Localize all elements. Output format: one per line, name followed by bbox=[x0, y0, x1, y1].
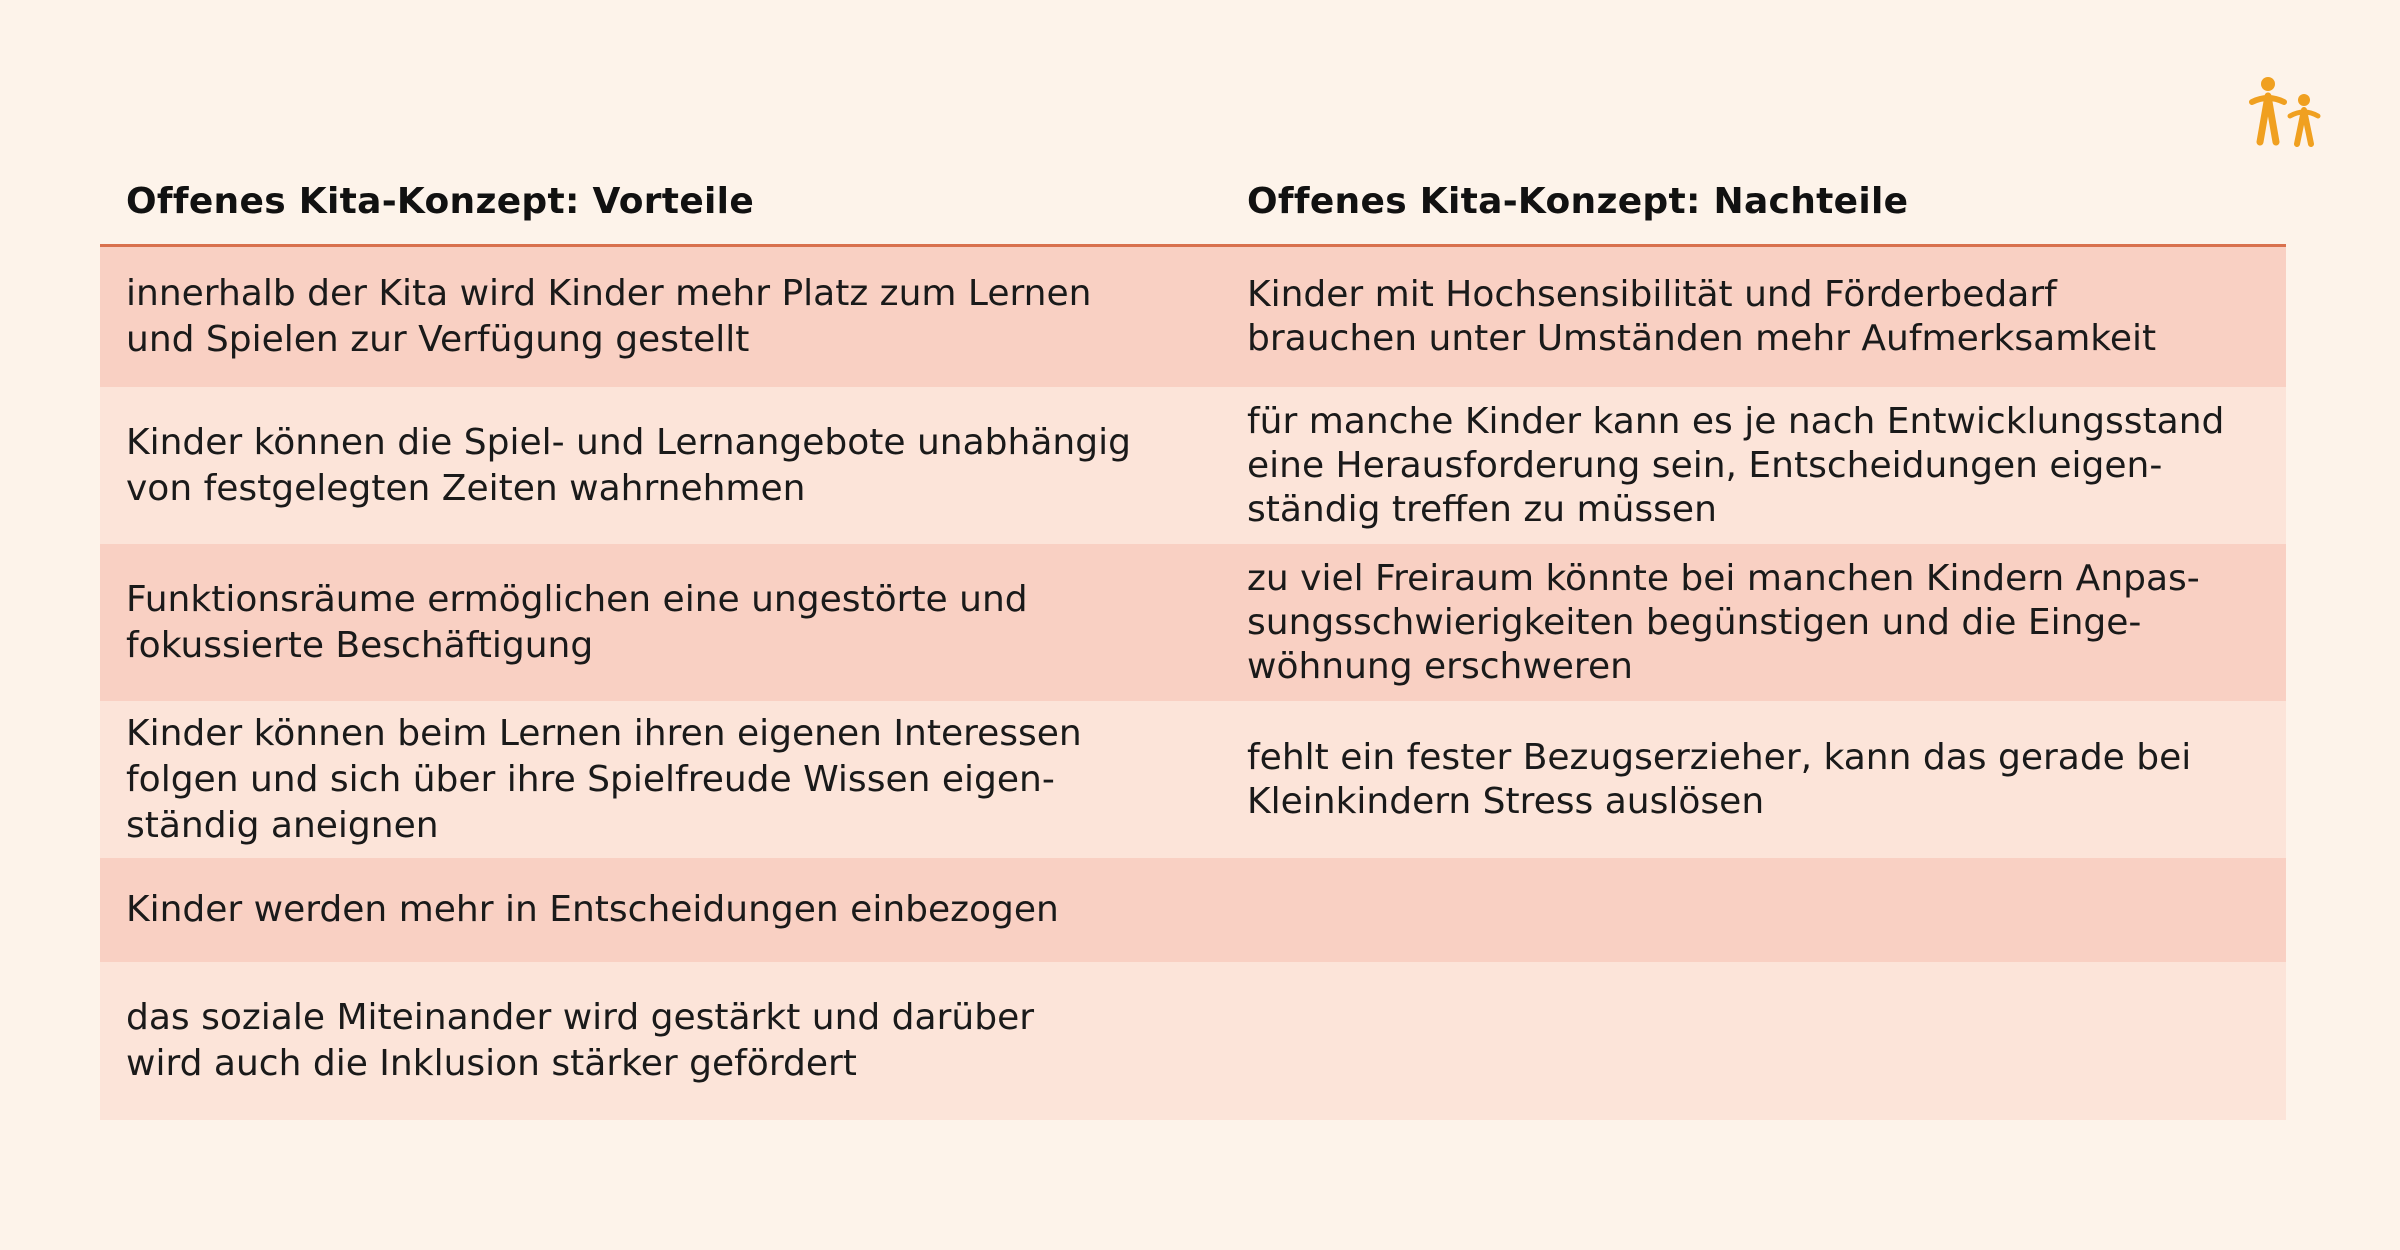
disadvantage-cell: für manche Kinder kann es je nach Entwicklungsstand eine Herausforderung sein, Entscheidungen eigen- ständig treffen zu müssen bbox=[1247, 400, 2225, 530]
table-row bbox=[100, 962, 2286, 1120]
advantage-cell: Funktionsräume ermöglichen eine ungestörte und fokussierte Beschäftigung bbox=[126, 578, 1028, 666]
header-advantages: Offenes Kita-Konzept: Vorteile bbox=[126, 181, 755, 222]
header-disadvantages: Offenes Kita-Konzept: Nachteile bbox=[1247, 181, 1909, 222]
table-row bbox=[100, 858, 2286, 962]
table-row bbox=[100, 387, 2286, 544]
table-row bbox=[100, 247, 2286, 387]
disadvantage-cell bbox=[1221, 858, 2286, 962]
advantage-cell: Kinder werden mehr in Entscheidungen einbezogen bbox=[126, 889, 1059, 930]
disadvantage-cell: Kinder mit Hochsensibilität und Förderbedarf brauchen unter Umständen mehr Aufmerksamkeit bbox=[1247, 274, 2157, 359]
table-header bbox=[100, 165, 2286, 247]
disadvantage-cell bbox=[1221, 962, 2286, 1120]
comparison-table bbox=[100, 165, 2286, 1120]
advantage-cell: Kinder können beim Lernen ihren eigenen Interessen folgen und sich über ihre Spielfreude Wissen eigen- ständig aneignen bbox=[126, 712, 1082, 846]
disadvantage-cell: fehlt ein fester Bezugserzieher, kann das gerade bei Kleinkindern Stress auslösen bbox=[1247, 736, 2192, 822]
table-row bbox=[100, 701, 2286, 858]
table-row bbox=[100, 544, 2286, 701]
advantage-cell: innerhalb der Kita wird Kinder mehr Platz zum Lernen und Spielen zur Verfügung gestellt bbox=[126, 273, 1092, 360]
disadvantage-cell: zu viel Freiraum könnte bei manchen Kindern Anpas- sungsschwierigkeiten begünstigen und die Einge- wöhnung erschweren bbox=[1247, 557, 2200, 687]
advantage-cell: Kinder können die Spiel- und Lernangebote unabhängig von festgelegten Zeiten wahrnehmen bbox=[126, 421, 1131, 509]
two-children-icon bbox=[2240, 72, 2330, 152]
advantage-cell: das soziale Miteinander wird gestärkt und darüber wird auch die Inklusion stärker gefördert bbox=[126, 997, 1035, 1084]
